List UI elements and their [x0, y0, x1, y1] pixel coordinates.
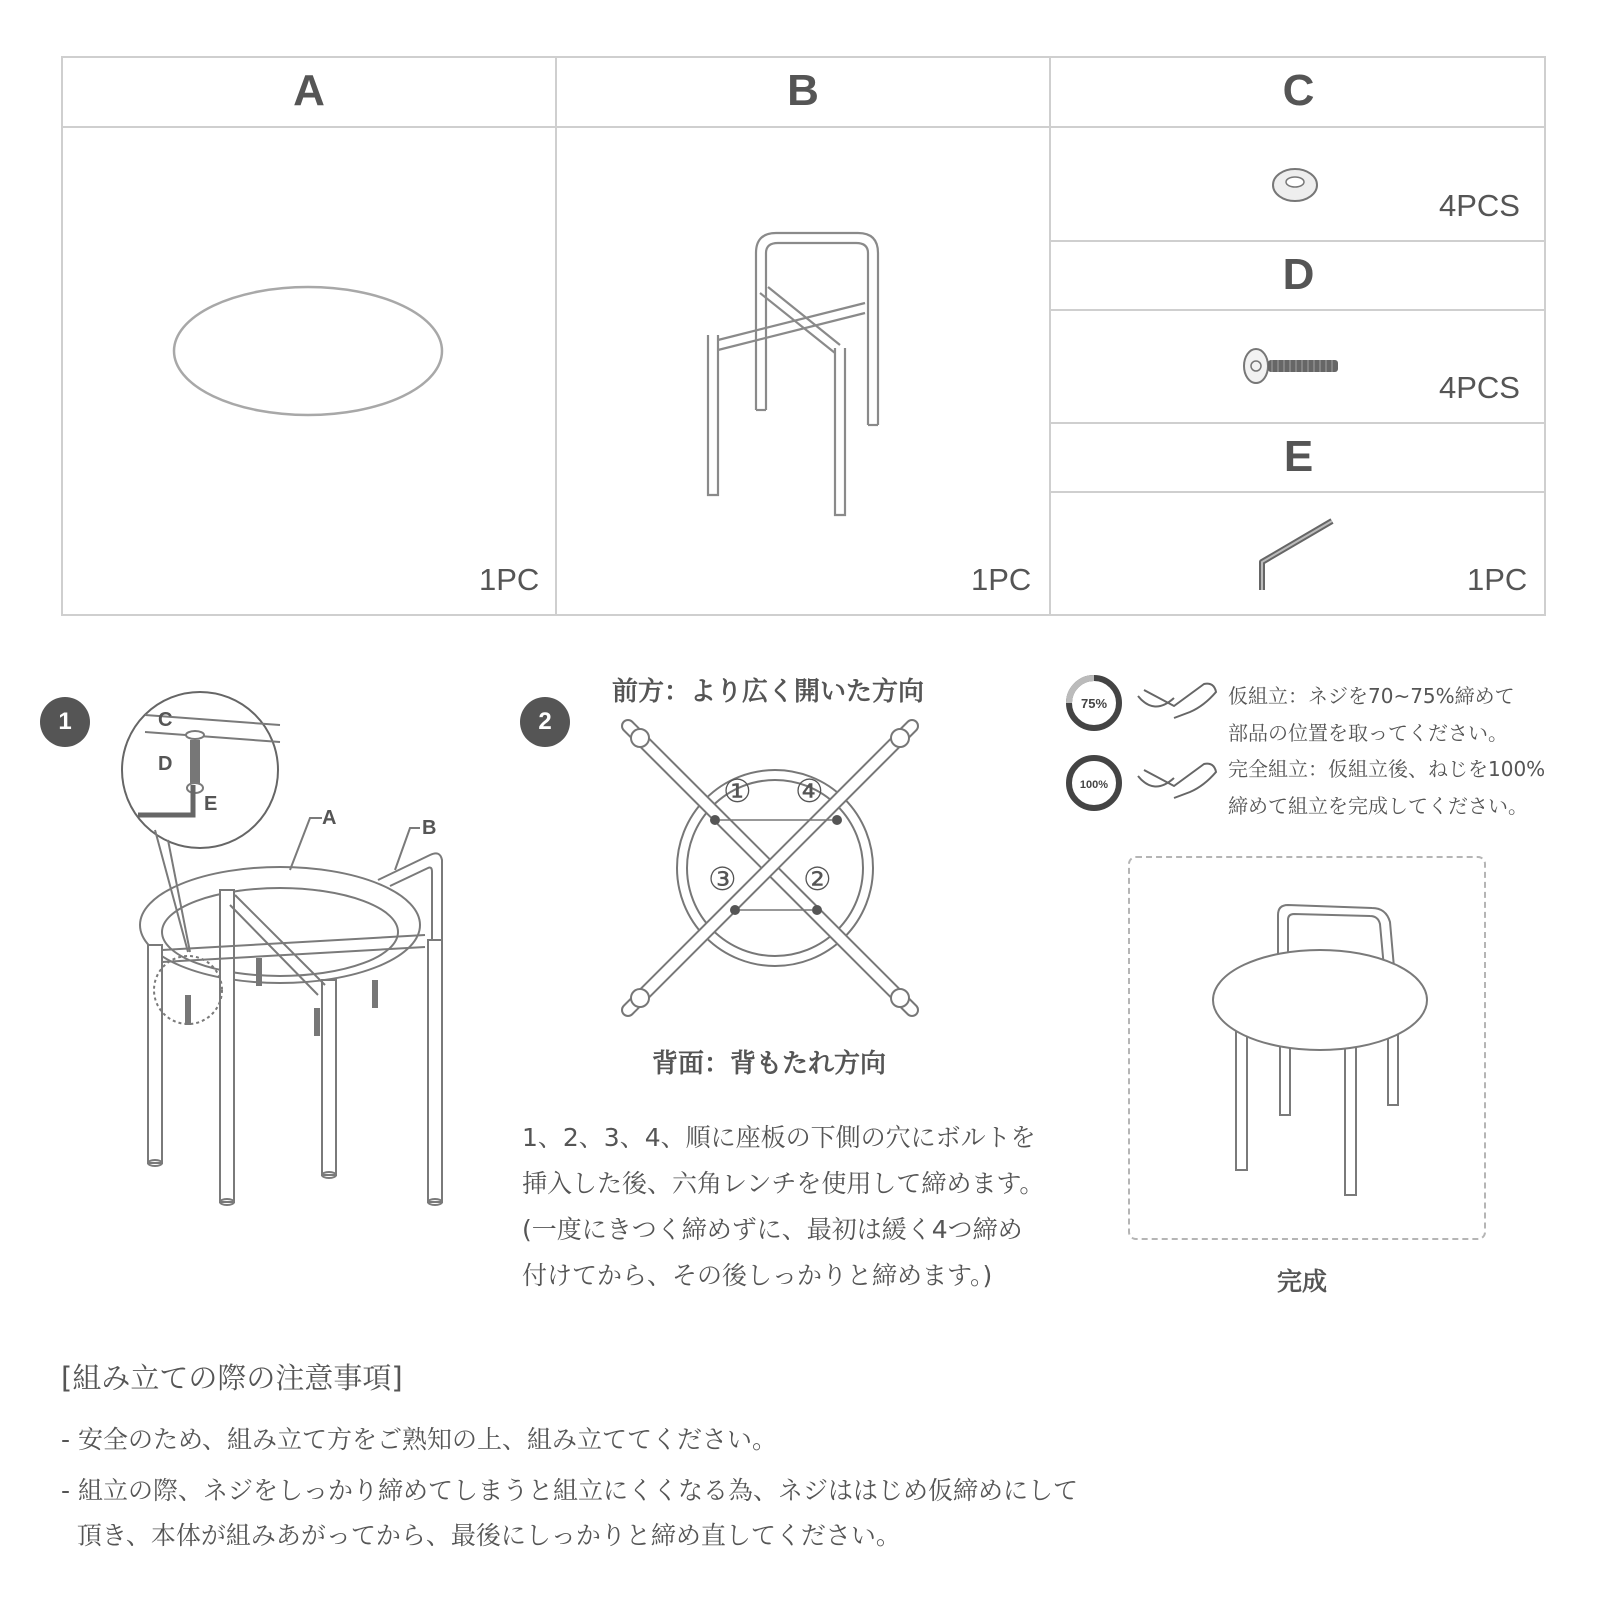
step-1-label-b: B — [422, 817, 437, 839]
hand-wrench-icon — [1134, 756, 1220, 806]
table-divider — [1049, 58, 1051, 614]
hex-key-illustration — [1250, 515, 1340, 595]
instruction-line: 挿入した後、六角レンチを使用して締めます。 — [522, 1169, 1045, 1198]
torque-100-text: 100% — [1079, 779, 1109, 791]
part-e-qty: 1PC — [1467, 562, 1528, 597]
finished-stool-illustration — [1200, 900, 1430, 1200]
step-1-label-d: D — [158, 753, 173, 775]
table-divider — [63, 126, 1544, 128]
step-1-assembly-illustration — [110, 690, 470, 1250]
instruction-line: (一度にきつく締めずに、最初は緩く4つ締め — [522, 1215, 1023, 1244]
step-2-instructions — [522, 1115, 1082, 1299]
temp-assembly-note: 部品の位置を取ってください。 — [1228, 721, 1508, 745]
part-e-header: E — [1283, 432, 1314, 481]
bolt-order-4: ④ — [795, 772, 824, 810]
table-divider — [1049, 240, 1544, 242]
full-assembly-note: 完全組立：仮組立後、ねじを100% — [1228, 757, 1546, 781]
step-1-badge: 1 — [40, 697, 90, 747]
bolt-order-2: ② — [803, 860, 832, 898]
torque-75-icon — [1064, 672, 1126, 734]
torque-75-text: 75% — [1080, 696, 1108, 711]
seat-board-illustration — [170, 285, 450, 425]
back-direction-label: 背面：背もたれ方向 — [652, 1049, 887, 1079]
table-divider — [1049, 491, 1544, 493]
torque-100-icon — [1064, 752, 1126, 814]
table-divider — [1049, 422, 1544, 424]
part-b-qty: 1PC — [971, 562, 1032, 597]
finished-label: 完成 — [1276, 1267, 1327, 1296]
step-2-badge: 2 — [520, 697, 570, 747]
bolt-order-1: ① — [723, 772, 752, 810]
step-2-bolt-order-diagram — [620, 720, 930, 1030]
instruction-line: 1、2、3、4、順に座板の下側の穴にボルトを — [522, 1123, 1036, 1152]
instruction-line: 付けてから、その後しっかりと締めます。) — [522, 1261, 993, 1290]
caution-item: - 安全のため、組み立て方をご熟知の上、組み立ててください。 — [61, 1425, 777, 1454]
step-1-label-c: C — [158, 709, 173, 731]
step-1-label-a: A — [322, 807, 337, 829]
part-b-header: B — [787, 66, 819, 115]
step-1-label-e: E — [204, 793, 218, 815]
part-c-qty: 4PCS — [1439, 188, 1520, 223]
temp-assembly-note: 仮組立：ネジを70~75%締めて — [1228, 684, 1515, 708]
table-divider — [1049, 309, 1544, 311]
washer-illustration — [1268, 160, 1328, 210]
stool-frame-illustration — [700, 225, 920, 535]
bolt-order-3: ③ — [708, 860, 737, 898]
caution-item: - 組立の際、ネジをしっかり締めてしまうと組立にくくなる為、ネジははじめ仮締めにして — [61, 1476, 1078, 1505]
bolt-illustration — [1240, 345, 1350, 389]
hand-wrench-icon — [1134, 676, 1220, 726]
part-d-header: D — [1282, 250, 1315, 299]
full-assembly-note: 締めて組立を完成してください。 — [1228, 794, 1528, 818]
cautions-title: [組み立ての際の注意事項] — [61, 1361, 403, 1395]
part-c-header: C — [1282, 66, 1315, 115]
front-direction-label: 前方：より広く開いた方向 — [612, 677, 925, 707]
part-a-header: A — [293, 66, 325, 115]
part-d-qty: 4PCS — [1439, 370, 1520, 405]
table-divider — [555, 58, 557, 614]
caution-item: 頂き、本体が組みあがってから、最後にしっかりと締め直してください。 — [61, 1521, 901, 1550]
part-a-qty: 1PC — [479, 562, 540, 597]
